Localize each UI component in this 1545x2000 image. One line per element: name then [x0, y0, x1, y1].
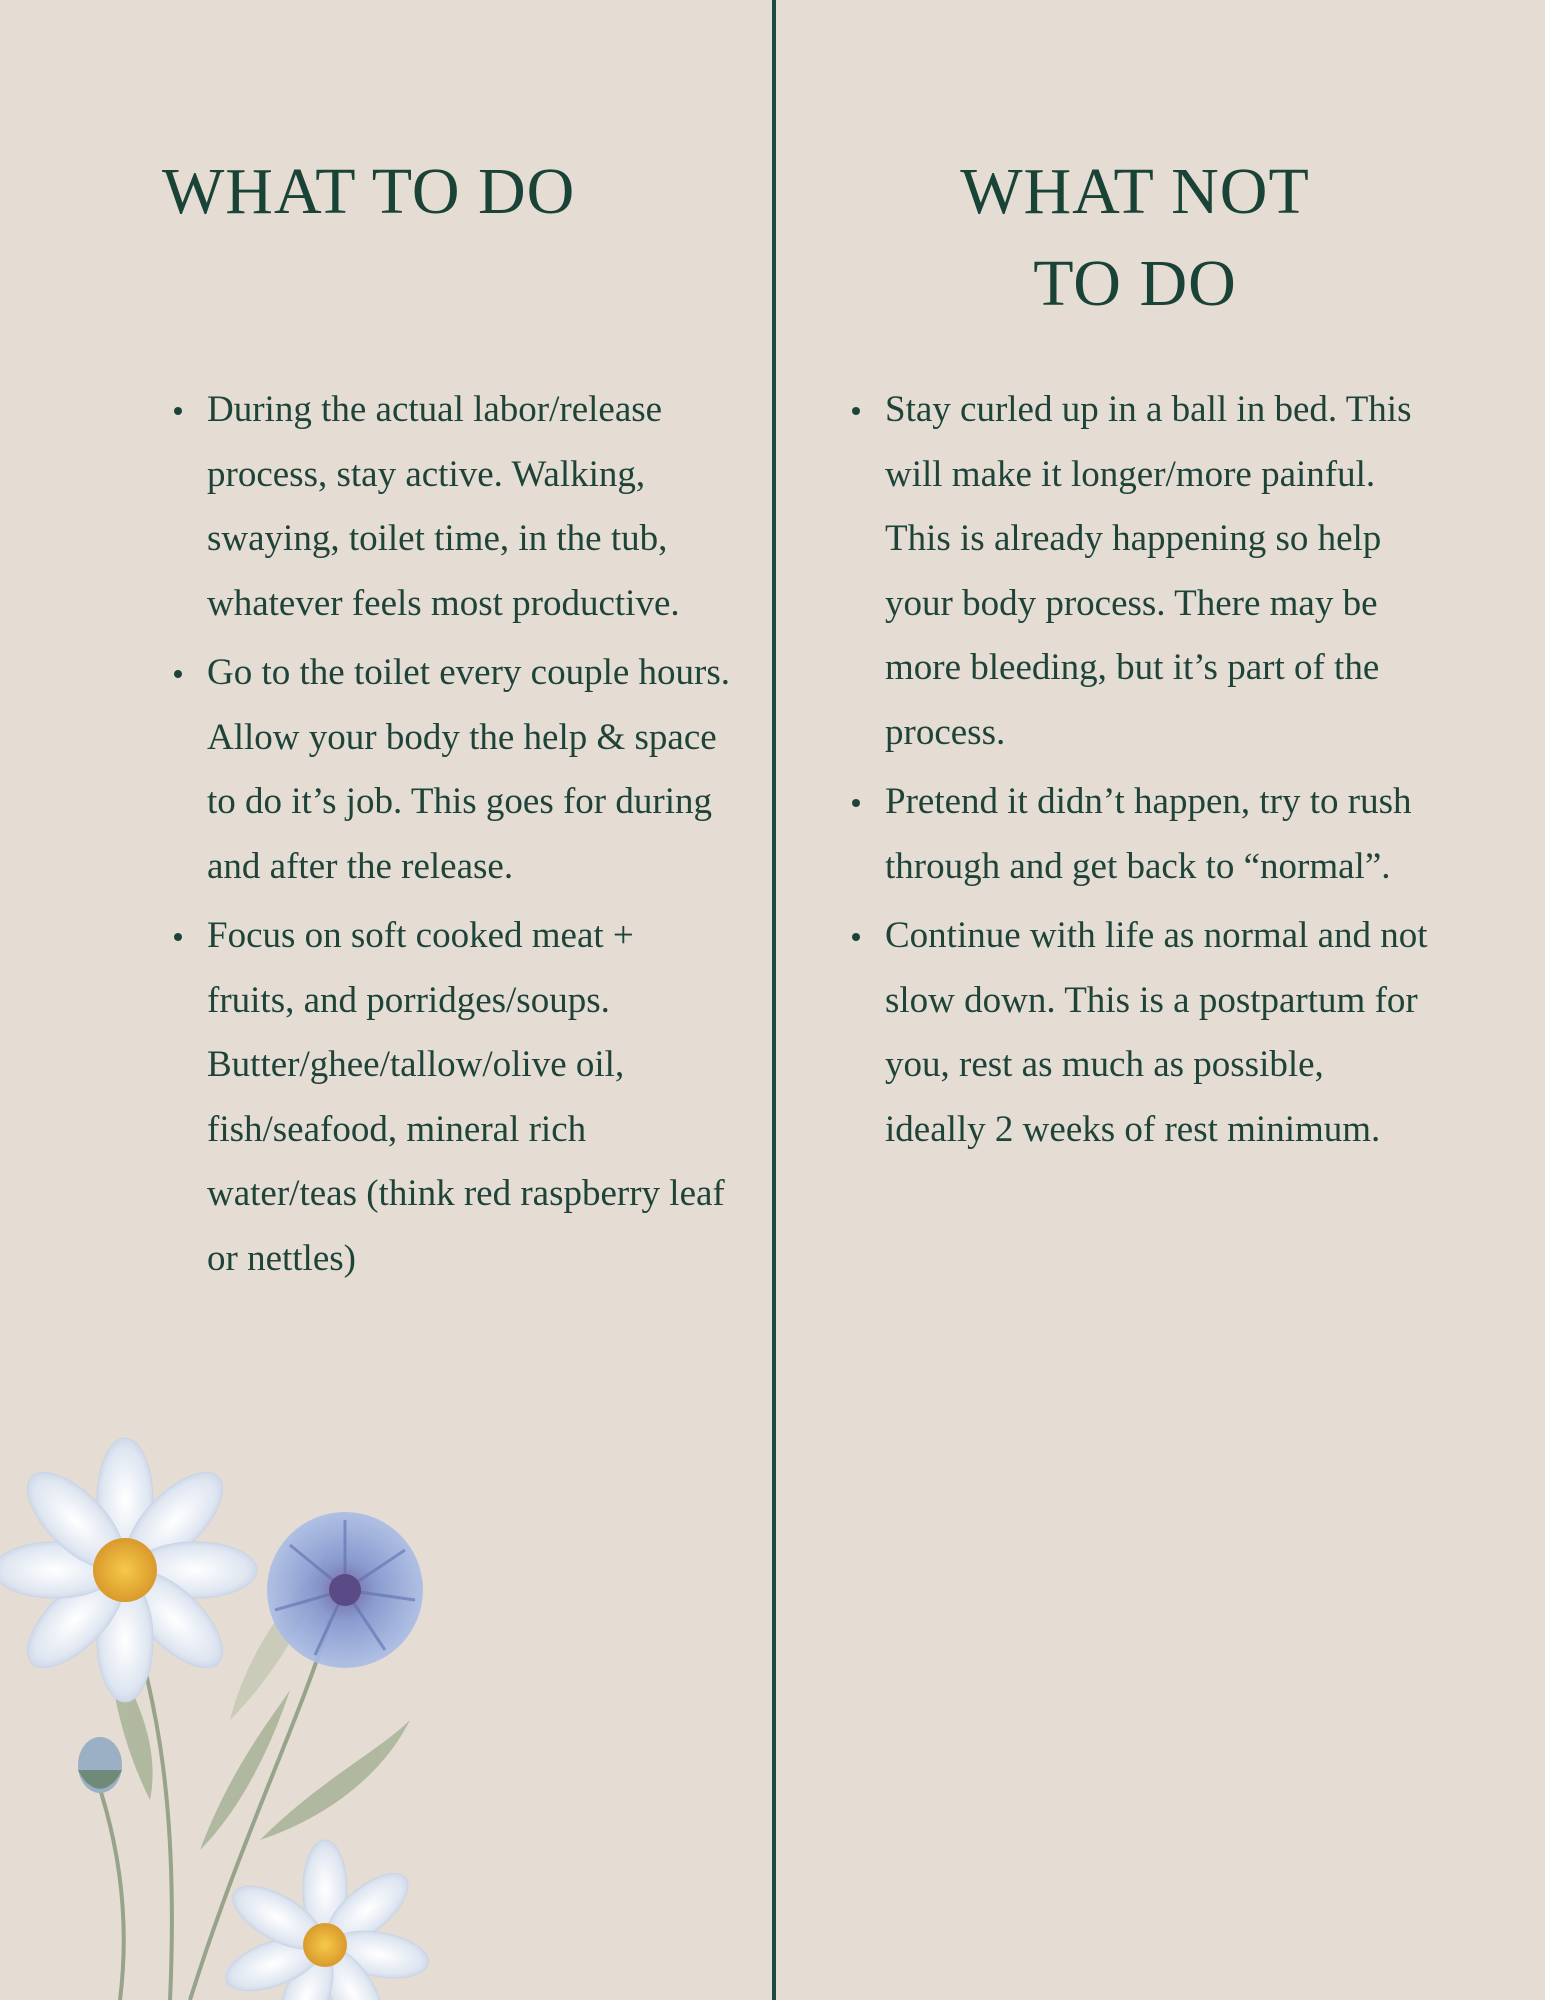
list-item-text: During the actual labor/release process, stay active. Walking, swaying, toilet time, in the tub, whatever feels most productive.	[207, 389, 680, 624]
list-item	[170, 641, 730, 899]
list-item	[848, 904, 1428, 1162]
bullet-icon	[852, 799, 860, 807]
list-item-text: Continue with life as normal and not slow down. This is a postpartum for you, rest as much as possible, ideally 2 weeks of rest minimum.	[885, 915, 1428, 1150]
heading-line-1: WHAT NOT	[960, 155, 1310, 228]
list-item-text: Pretend it didn’t happen, try to rush through and get back to “normal”.	[885, 781, 1412, 887]
bullet-icon	[852, 933, 860, 941]
bullet-icon	[174, 670, 182, 678]
column-divider	[772, 0, 776, 2000]
what-to-do-list	[170, 378, 730, 1296]
bullet-icon	[174, 407, 182, 415]
list-item-text: Stay curled up in a ball in bed. This will make it longer/more painful. This is already happening so help your body process. There may be more bleeding, but it’s part of the process.	[885, 389, 1412, 753]
list-item-text: Focus on soft cooked meat + fruits, and porridges/soups. Butter/ghee/tallow/olive oil, fish/seafood, mineral rich water/teas (think red raspberry leaf or nettles)	[207, 915, 725, 1279]
heading-line-2: TO DO	[1033, 247, 1237, 320]
flower-illustration-icon	[0, 1420, 470, 2000]
what-not-to-do-list	[848, 378, 1428, 1167]
bullet-icon	[174, 933, 182, 941]
list-item	[170, 378, 730, 636]
what-not-to-do-heading	[800, 146, 1470, 330]
list-item	[848, 770, 1428, 899]
list-item	[170, 904, 730, 1291]
bullet-icon	[852, 407, 860, 415]
what-to-do-heading: WHAT TO DO	[162, 155, 576, 228]
list-item-text: Go to the toilet every couple hours. Allow your body the help & space to do it’s job. This goes for during and after the release.	[207, 652, 731, 887]
list-item	[848, 378, 1428, 765]
